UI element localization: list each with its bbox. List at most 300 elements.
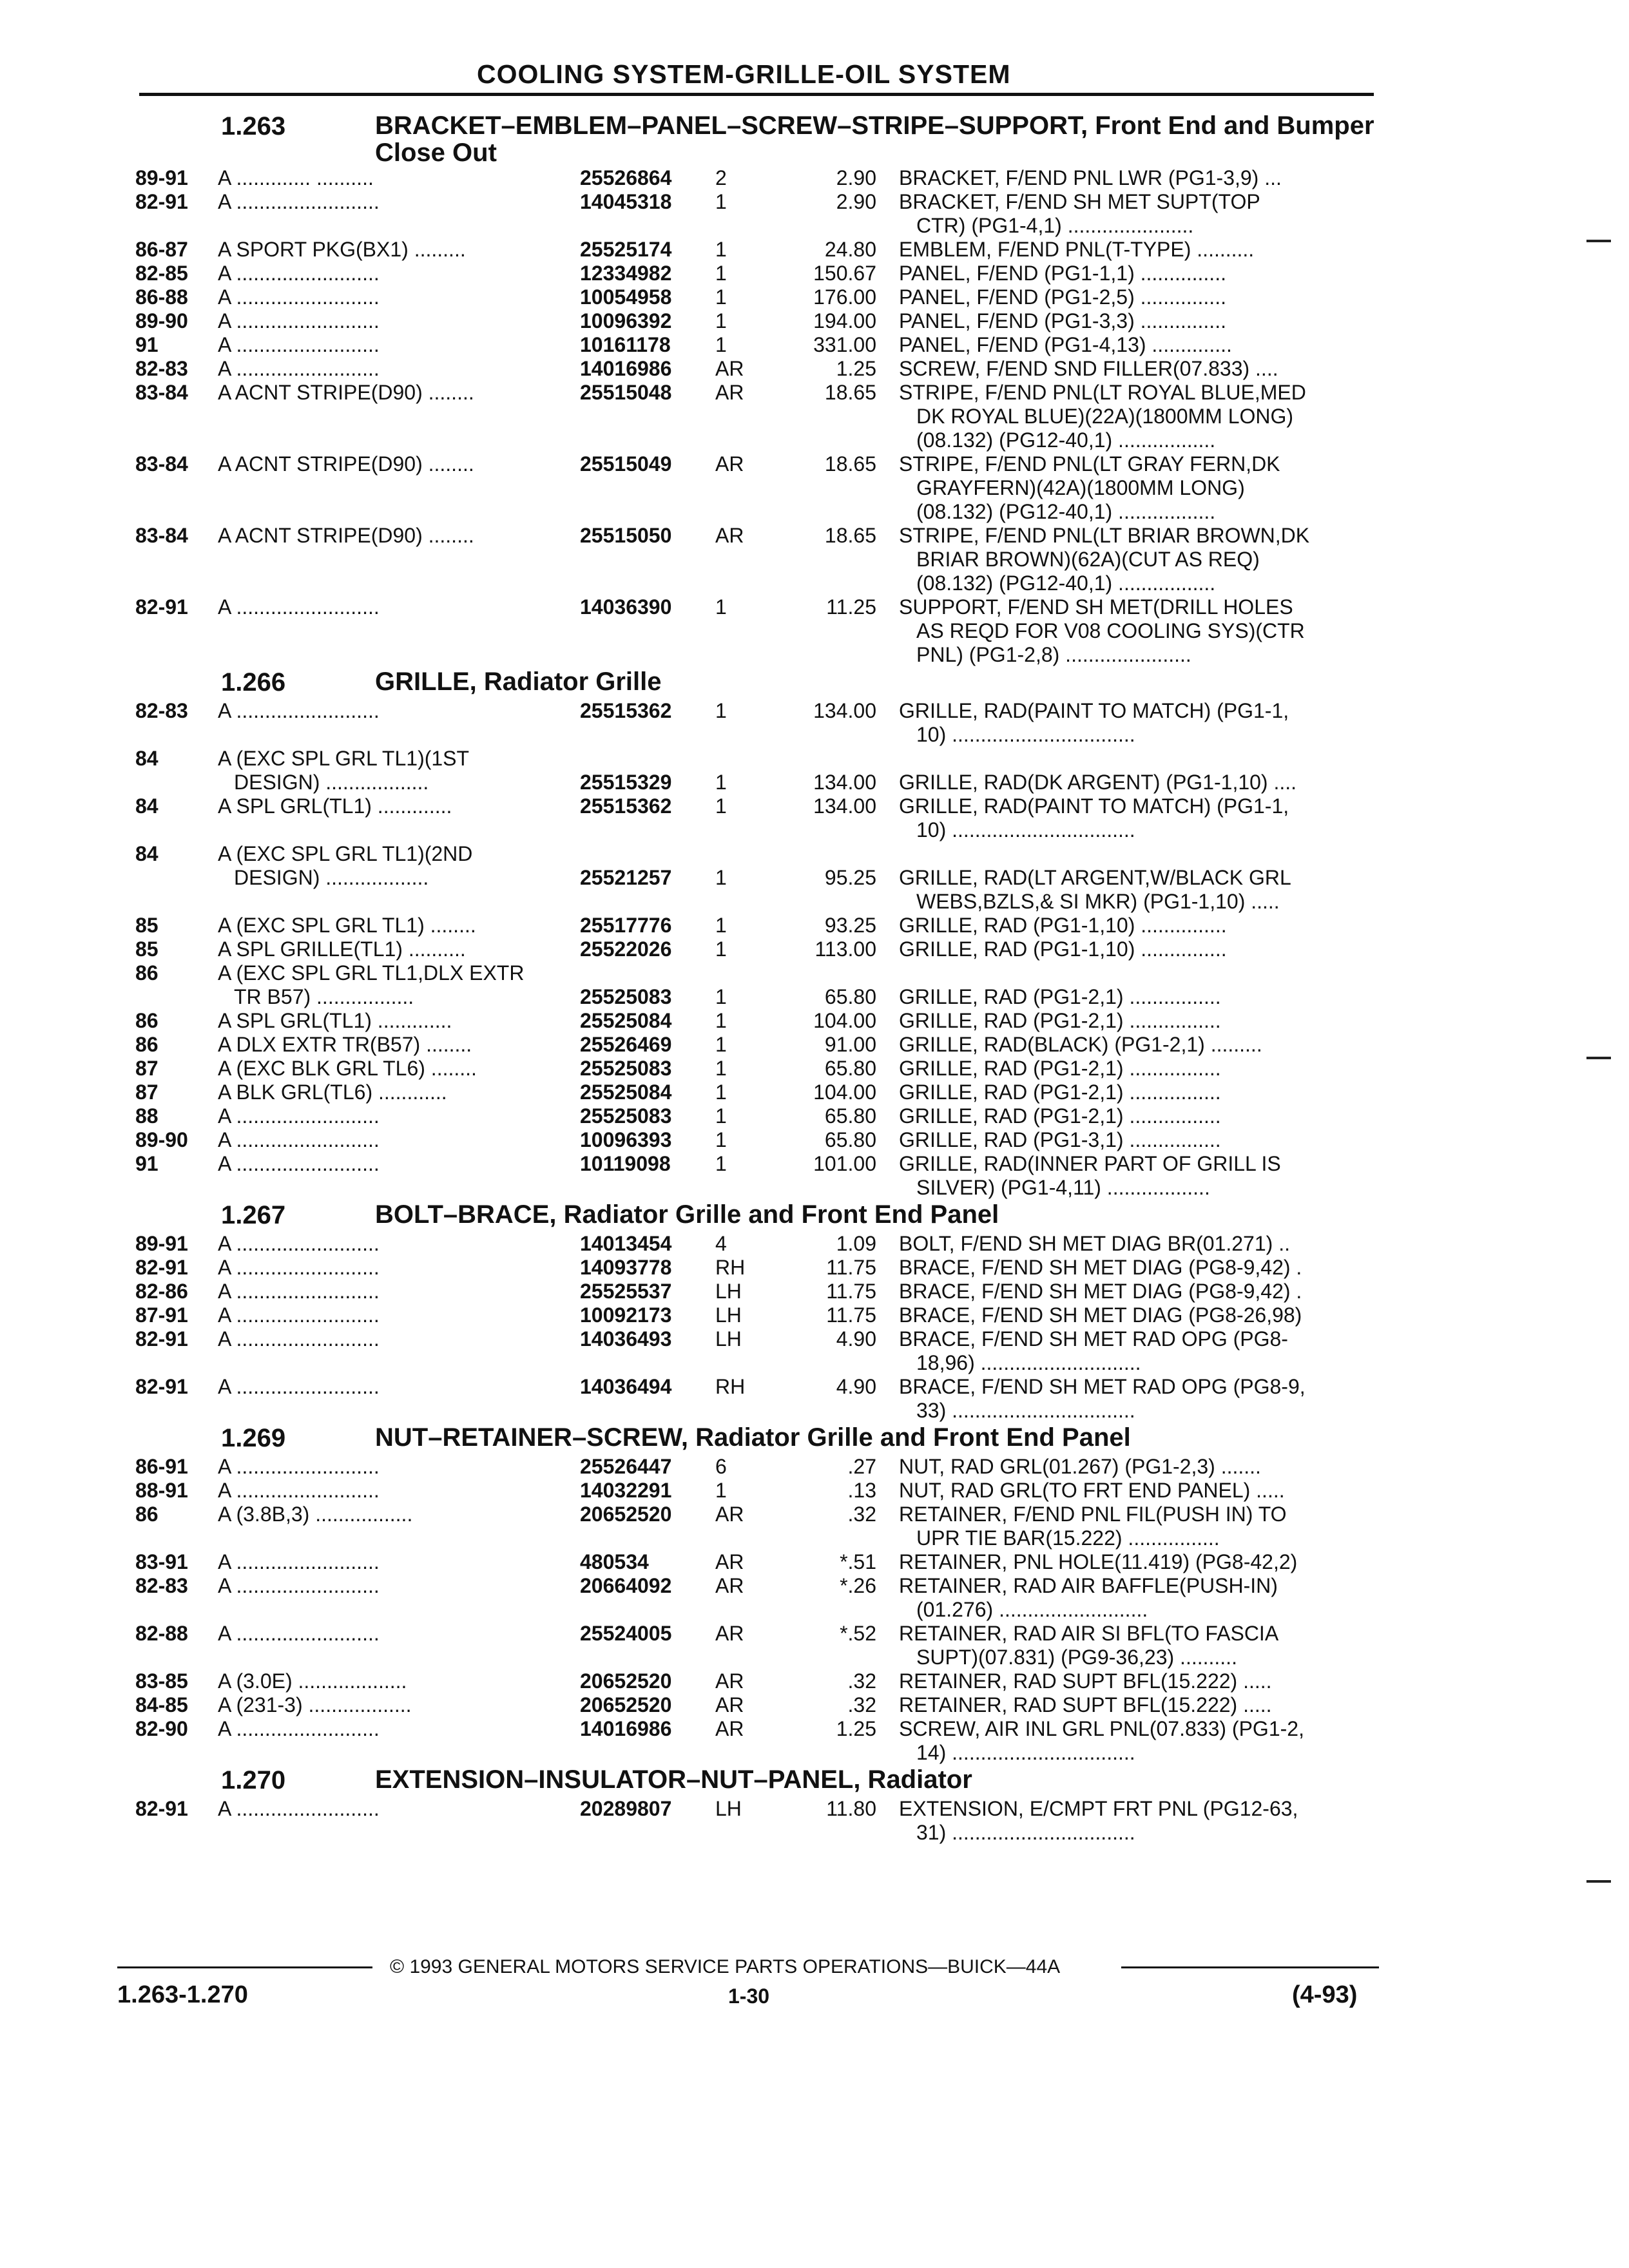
quantity: 1 (715, 238, 727, 261)
usage-line: A ......................... (218, 1104, 380, 1128)
part-row (126, 1455, 1376, 1479)
description (899, 1717, 1379, 1765)
section-number: 1.263 (221, 112, 286, 140)
margin-mark (1586, 1057, 1611, 1059)
quantity: 1 (715, 985, 727, 1008)
part-number: 20652520 (580, 1669, 672, 1693)
description-line: PANEL, F/END (PG1-2,5) ............... (899, 285, 1226, 309)
usage-line: A ACNT STRIPE(D90) ........ (218, 524, 474, 547)
model-years: 83-84 (135, 524, 188, 547)
part-number: 25522026 (580, 937, 672, 961)
description-line: PANEL, F/END (PG1-1,1) ............... (899, 262, 1226, 285)
quantity: AR (715, 1693, 744, 1716)
usage-line: A ......................... (218, 1797, 380, 1820)
quantity: 1 (715, 1081, 727, 1104)
description-line: GRILLE, RAD(LT ARGENT,W/BLACK GRL (899, 866, 1291, 889)
price: 2.90 (836, 190, 876, 213)
description-line: (08.132) (PG12-40,1) ................. (916, 428, 1216, 452)
description-line: GRILLE, RAD (PG1-2,1) ................ (899, 1081, 1221, 1104)
usage-line: A ......................... (218, 333, 380, 356)
description (899, 914, 1379, 937)
price: 4.90 (836, 1327, 876, 1350)
section-title: GRILLE, Radiator Grille (375, 668, 662, 696)
quantity: LH (715, 1797, 742, 1820)
quantity: 1 (715, 914, 727, 937)
model-years: 82-83 (135, 1574, 188, 1597)
model-years: 91 (135, 333, 159, 356)
usage-line: A ......................... (218, 1455, 380, 1478)
part-row (126, 357, 1376, 381)
part-row (126, 794, 1376, 842)
usage-codes (218, 1081, 566, 1104)
usage-codes (218, 381, 566, 405)
part-row (126, 1303, 1376, 1327)
usage-line: A ......................... (218, 357, 380, 380)
usage-codes (218, 452, 566, 476)
model-years: 83-84 (135, 381, 188, 404)
part-row (126, 1152, 1376, 1200)
description-line: GRILLE, RAD(PAINT TO MATCH) (PG1-1, (899, 794, 1289, 818)
model-years: 82-91 (135, 190, 188, 213)
model-years: 89-90 (135, 1128, 188, 1151)
description-line: SILVER) (PG1-4,11) .................. (916, 1176, 1210, 1199)
description (899, 1574, 1379, 1622)
usage-codes (218, 524, 566, 548)
footer-copyright: © 1993 GENERAL MOTORS SERVICE PARTS OPERATIONS—BUICK—44A (390, 1956, 1061, 1977)
model-years: 86 (135, 1033, 159, 1056)
description-line: RETAINER, PNL HOLE(11.419) (PG8-42,2) (899, 1550, 1298, 1573)
part-number: 10096393 (580, 1128, 672, 1151)
price: 65.80 (824, 985, 876, 1008)
footer-section-range: 1.263-1.270 (117, 1981, 248, 2008)
part-row (126, 699, 1376, 747)
quantity: 2 (715, 166, 727, 189)
description-line: 33) ................................ (916, 1399, 1135, 1422)
part-row (126, 747, 1376, 794)
part-row (126, 381, 1376, 452)
model-years: 86-91 (135, 1455, 188, 1478)
usage-codes (218, 1327, 566, 1351)
quantity: 1 (715, 771, 727, 794)
description (899, 794, 1379, 842)
part-number: 25515049 (580, 452, 672, 476)
usage-line: A ......................... (218, 262, 380, 285)
description (899, 1479, 1379, 1503)
usage-line: A ......................... (218, 595, 380, 619)
description (899, 961, 1379, 1009)
part-number: 14016986 (580, 1717, 672, 1740)
quantity: AR (715, 524, 744, 547)
description (899, 937, 1379, 961)
footer-date: (4-93) (1292, 1981, 1358, 2008)
description-line: 18,96) ............................ (916, 1351, 1141, 1374)
part-number: 20664092 (580, 1574, 672, 1597)
model-years: 91 (135, 1152, 159, 1175)
part-row (126, 1009, 1376, 1033)
usage-codes (218, 333, 566, 357)
part-number: 14016986 (580, 357, 672, 380)
usage-line: A ......................... (218, 309, 380, 332)
part-row (126, 1033, 1376, 1057)
price: 4.90 (836, 1375, 876, 1398)
part-row (126, 262, 1376, 285)
description (899, 1081, 1379, 1104)
price: 194.00 (813, 309, 876, 332)
description (899, 1693, 1379, 1717)
quantity: AR (715, 1717, 744, 1740)
model-years: 84 (135, 794, 159, 818)
description-line: DK ROYAL BLUE)(22A)(1800MM LONG) (916, 405, 1294, 428)
description-line: STRIPE, F/END PNL(LT GRAY FERN,DK (899, 452, 1280, 476)
price: 11.75 (826, 1256, 876, 1279)
description-line: PANEL, F/END (PG1-3,3) ............... (899, 309, 1226, 332)
usage-line: A BLK GRL(TL6) ............ (218, 1081, 447, 1104)
model-years: 86 (135, 1503, 159, 1526)
description-line (899, 842, 1379, 866)
part-number: 25525174 (580, 238, 672, 261)
description (899, 452, 1379, 524)
usage-line: A (EXC BLK GRL TL6) ........ (218, 1057, 477, 1080)
description-line: NUT, RAD GRL(TO FRT END PANEL) ..... (899, 1479, 1285, 1502)
usage-codes (218, 1693, 566, 1717)
usage-codes (218, 914, 566, 937)
usage-codes (218, 1550, 566, 1574)
margin-mark (1586, 1880, 1611, 1883)
price: 11.75 (826, 1303, 876, 1327)
part-row (126, 1669, 1376, 1693)
description (899, 1327, 1379, 1375)
description (899, 1550, 1379, 1574)
usage-codes (218, 285, 566, 309)
part-number: 25525084 (580, 1009, 672, 1032)
part-row (126, 1128, 1376, 1152)
quantity: 1 (715, 1033, 727, 1056)
description-line: GRAYFERN)(42A)(1800MM LONG) (916, 476, 1245, 499)
price: *.26 (840, 1574, 876, 1597)
usage-line: A ......................... (218, 1232, 380, 1255)
description-line: BRACKET, F/END PNL LWR (PG1-3,9) ... (899, 166, 1282, 189)
model-years: 88 (135, 1104, 159, 1128)
part-row (126, 914, 1376, 937)
description-line: (08.132) (PG12-40,1) ................. (916, 500, 1216, 523)
description-line: GRILLE, RAD(BLACK) (PG1-2,1) ......... (899, 1033, 1262, 1056)
usage-line: A ......................... (218, 1479, 380, 1502)
part-number: 25526447 (580, 1455, 672, 1478)
part-number: 10054958 (580, 285, 672, 309)
price: 18.65 (824, 381, 876, 404)
quantity: 1 (715, 309, 727, 332)
quantity: 4 (715, 1232, 727, 1255)
section-header (126, 1423, 1376, 1455)
section-number: 1.266 (221, 668, 286, 697)
usage-line: A SPORT PKG(BX1) ......... (218, 238, 466, 261)
part-row (126, 1104, 1376, 1128)
price: 24.80 (824, 238, 876, 261)
description-line: GRILLE, RAD (PG1-2,1) ................ (899, 1057, 1221, 1080)
description-line: STRIPE, F/END PNL(LT BRIAR BROWN,DK (899, 524, 1310, 547)
footer-rule-right (1121, 1966, 1379, 1968)
quantity: RH (715, 1375, 746, 1398)
usage-codes (218, 1033, 566, 1057)
parts-list (126, 111, 1376, 1845)
price: 65.80 (824, 1104, 876, 1128)
description (899, 1455, 1379, 1479)
footer-rule-left (117, 1966, 372, 1968)
description-line: SUPT)(07.831) (PG9-36,23) .......... (916, 1646, 1237, 1669)
usage-codes (218, 1128, 566, 1152)
quantity: 1 (715, 1104, 727, 1128)
title-rule (139, 93, 1374, 96)
part-number: 25515362 (580, 794, 672, 818)
part-row (126, 1375, 1376, 1423)
usage-line: TR B57) ................. (234, 985, 414, 1008)
quantity: LH (715, 1327, 742, 1350)
description-line: 31) ................................ (916, 1821, 1135, 1844)
description (899, 285, 1379, 309)
usage-codes (218, 842, 566, 890)
description-line: AS REQD FOR V08 COOLING SYS)(CTR (916, 619, 1305, 642)
description-line: GRILLE, RAD (PG1-2,1) ................ (899, 1009, 1221, 1032)
section-header (126, 667, 1376, 699)
price: 65.80 (824, 1128, 876, 1151)
usage-codes (218, 262, 566, 285)
section-title: NUT–RETAINER–SCREW, Radiator Grille and Front End Panel (375, 1423, 1131, 1452)
description-line: RETAINER, F/END PNL FIL(PUSH IN) TO (899, 1503, 1287, 1526)
price: 331.00 (813, 333, 876, 356)
quantity: AR (715, 357, 744, 380)
price: 1.09 (836, 1232, 876, 1255)
part-number: 25526469 (580, 1033, 672, 1056)
part-row (126, 1622, 1376, 1669)
usage-codes (218, 357, 566, 381)
usage-codes (218, 1303, 566, 1327)
part-number: 14013454 (580, 1232, 672, 1255)
description-line: WEBS,BZLS,& SI MKR) (PG1-1,10) ..... (916, 890, 1280, 913)
quantity: 1 (715, 285, 727, 309)
description-line: BRACE, F/END SH MET RAD OPG (PG8- (899, 1327, 1288, 1350)
price: 134.00 (813, 699, 876, 722)
description (899, 1128, 1379, 1152)
description-line (899, 747, 1379, 771)
footer-page-number: 1-30 (728, 1984, 770, 2008)
part-number: 25525083 (580, 1104, 672, 1128)
usage-line: A ACNT STRIPE(D90) ........ (218, 452, 474, 476)
price: 2.90 (836, 166, 876, 189)
usage-codes (218, 238, 566, 262)
part-number: 14093778 (580, 1256, 672, 1279)
description-line: CTR) (PG1-4,1) ...................... (916, 214, 1194, 237)
price: 101.00 (813, 1152, 876, 1175)
price: .13 (847, 1479, 876, 1502)
part-row (126, 452, 1376, 524)
usage-codes (218, 1280, 566, 1303)
description-line: BRACE, F/END SH MET DIAG (PG8-26,98) (899, 1303, 1302, 1327)
usage-line: A SPL GRL(TL1) ............. (218, 1009, 452, 1032)
description (899, 1797, 1379, 1845)
description (899, 262, 1379, 285)
section-title: EXTENSION–INSULATOR–NUT–PANEL, Radiator (375, 1765, 972, 1794)
model-years: 82-91 (135, 1256, 188, 1279)
model-years: 82-86 (135, 1280, 188, 1303)
price: .32 (847, 1693, 876, 1716)
part-row (126, 1693, 1376, 1717)
part-number: 25517776 (580, 914, 672, 937)
part-number: 25526864 (580, 166, 672, 189)
part-number: 25525083 (580, 1057, 672, 1080)
usage-codes (218, 1717, 566, 1741)
description (899, 333, 1379, 357)
model-years: 82-90 (135, 1717, 188, 1740)
part-number: 10119098 (580, 1152, 671, 1175)
part-number: 480534 (580, 1550, 649, 1573)
part-number: 14032291 (580, 1479, 672, 1502)
part-number: 14036390 (580, 595, 672, 619)
usage-line: DESIGN) .................. (234, 866, 429, 889)
usage-line: A ......................... (218, 1303, 380, 1327)
description (899, 1152, 1379, 1200)
quantity: AR (715, 452, 744, 476)
usage-line: A ......................... (218, 1622, 380, 1645)
description (899, 595, 1379, 667)
price: *.52 (840, 1622, 876, 1645)
quantity: AR (715, 1550, 744, 1573)
usage-line: A ............. .......... (218, 166, 374, 189)
part-number: 25524005 (580, 1622, 672, 1645)
model-years: 89-91 (135, 166, 188, 189)
price: 104.00 (813, 1081, 876, 1104)
usage-line: A DLX EXTR TR(B57) ........ (218, 1033, 472, 1056)
description-line: SCREW, AIR INL GRL PNL(07.833) (PG1-2, (899, 1717, 1304, 1740)
description-line: RETAINER, RAD AIR BAFFLE(PUSH-IN) (899, 1574, 1278, 1597)
model-years: 82-91 (135, 1375, 188, 1398)
description (899, 1669, 1379, 1693)
part-number: 10092173 (580, 1303, 672, 1327)
quantity: 1 (715, 1479, 727, 1502)
usage-codes (218, 309, 566, 333)
usage-codes (218, 190, 566, 214)
model-years: 86 (135, 1009, 159, 1032)
part-row (126, 333, 1376, 357)
usage-line: A ......................... (218, 699, 380, 722)
usage-line: A ......................... (218, 1717, 380, 1740)
model-years: 82-91 (135, 595, 188, 619)
description-line: BRACE, F/END SH MET DIAG (PG8-9,42) . (899, 1280, 1302, 1303)
quantity: RH (715, 1256, 746, 1279)
description-line: EMBLEM, F/END PNL(T-TYPE) .......... (899, 238, 1255, 261)
description (899, 524, 1379, 595)
price: 134.00 (813, 771, 876, 794)
part-row (126, 842, 1376, 914)
price: 104.00 (813, 1009, 876, 1032)
usage-line: A (3.0E) ................... (218, 1669, 407, 1693)
quantity: AR (715, 381, 744, 404)
description (899, 1622, 1379, 1669)
quantity: 6 (715, 1455, 727, 1478)
description (899, 1303, 1379, 1327)
usage-codes (218, 747, 566, 794)
part-row (126, 190, 1376, 238)
usage-line: A SPL GRL(TL1) ............. (218, 794, 452, 818)
section-number: 1.270 (221, 1766, 286, 1794)
usage-codes (218, 1256, 566, 1280)
description-line: BOLT, F/END SH MET DIAG BR(01.271) .. (899, 1232, 1290, 1255)
part-number: 25525084 (580, 1081, 672, 1104)
usage-codes (218, 1503, 566, 1526)
quantity: AR (715, 1669, 744, 1693)
quantity: AR (715, 1503, 744, 1526)
description-line: GRILLE, RAD (PG1-3,1) ................ (899, 1128, 1221, 1151)
model-years: 87-91 (135, 1303, 188, 1327)
model-years: 84-85 (135, 1693, 188, 1716)
description (899, 238, 1379, 262)
quantity: LH (715, 1280, 742, 1303)
description (899, 357, 1379, 381)
description-line: RETAINER, RAD SUPT BFL(15.222) ..... (899, 1669, 1272, 1693)
description-line: GRILLE, RAD(DK ARGENT) (PG1-1,10) .... (899, 771, 1297, 794)
part-row (126, 524, 1376, 595)
quantity: 1 (715, 866, 727, 889)
section-title: BOLT–BRACE, Radiator Grille and Front End Panel (375, 1200, 999, 1229)
model-years: 89-91 (135, 1232, 188, 1255)
part-row (126, 309, 1376, 333)
usage-codes (218, 937, 566, 961)
quantity: 1 (715, 794, 727, 818)
page-title: COOLING SYSTEM-GRILLE-OIL SYSTEM (477, 59, 1011, 89)
price: .32 (847, 1503, 876, 1526)
model-years: 85 (135, 914, 159, 937)
description-line: 14) ................................ (916, 1741, 1135, 1764)
price: 134.00 (813, 794, 876, 818)
model-years: 87 (135, 1057, 159, 1080)
quantity: 1 (715, 1128, 727, 1151)
model-years: 82-85 (135, 262, 188, 285)
description-line: GRILLE, RAD(INNER PART OF GRILL IS (899, 1152, 1281, 1175)
usage-line: A (EXC SPL GRL TL1)(2ND (218, 842, 473, 865)
usage-line: A ......................... (218, 1375, 380, 1398)
price: 18.65 (824, 524, 876, 547)
section-header (126, 111, 1376, 166)
part-number: 14036494 (580, 1375, 672, 1398)
model-years: 84 (135, 842, 159, 865)
usage-line: A ......................... (218, 1256, 380, 1279)
part-number: 10096392 (580, 309, 672, 332)
description-line: UPR TIE BAR(15.222) ................ (916, 1526, 1220, 1550)
description (899, 1104, 1379, 1128)
usage-codes (218, 1574, 566, 1598)
description-line: PNL) (PG1-2,8) ...................... (916, 643, 1191, 666)
usage-line: A SPL GRILLE(TL1) .......... (218, 937, 466, 961)
price: 11.25 (826, 595, 876, 619)
price: .27 (847, 1455, 876, 1478)
description-line: SUPPORT, F/END SH MET(DRILL HOLES (899, 595, 1293, 619)
description-line: BRACE, F/END SH MET DIAG (PG8-9,42) . (899, 1256, 1302, 1279)
quantity: AR (715, 1574, 744, 1597)
model-years: 83-84 (135, 452, 188, 476)
price: *.51 (840, 1550, 876, 1573)
price: 1.25 (836, 1717, 876, 1740)
usage-codes (218, 1479, 566, 1503)
part-row (126, 166, 1376, 190)
part-row (126, 1717, 1376, 1765)
model-years: 86-88 (135, 285, 188, 309)
part-number: 25515048 (580, 381, 672, 404)
description (899, 842, 1379, 914)
description (899, 1256, 1379, 1280)
description-line: GRILLE, RAD (PG1-2,1) ................ (899, 985, 1221, 1008)
usage-codes (218, 1622, 566, 1646)
usage-codes (218, 1455, 566, 1479)
price: 113.00 (815, 937, 876, 961)
